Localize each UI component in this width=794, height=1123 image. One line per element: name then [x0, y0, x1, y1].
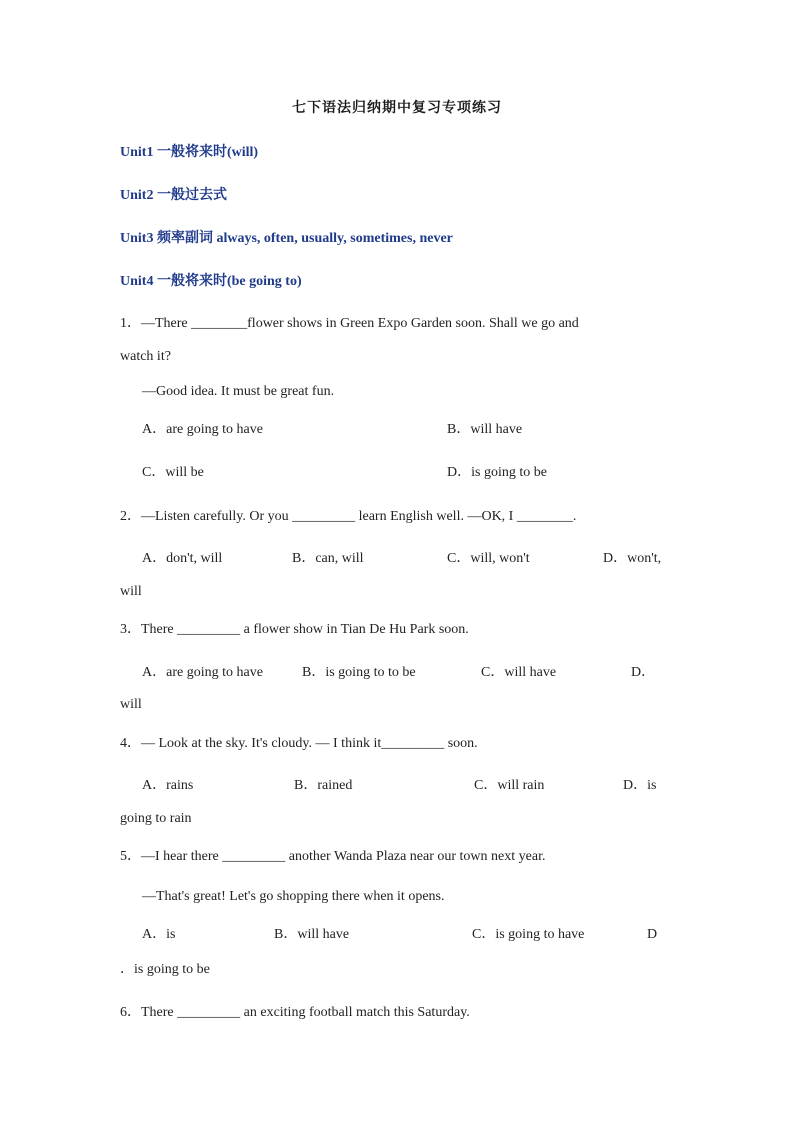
question-3-option-c: C．will have: [481, 665, 557, 680]
question-3-option-b: B．is going to to be: [302, 665, 416, 680]
unit-1-heading: Unit1 一般将来时(will): [120, 145, 259, 160]
question-2-option-a: A．don't, will: [142, 551, 223, 566]
question-2-option-b: B．can, will: [292, 551, 364, 566]
unit-4-heading: Unit4 一般将来时(be going to): [120, 274, 302, 289]
question-6-stem: 6．There _________ an exciting football match this Saturday.: [120, 1005, 470, 1020]
question-5-stem: 5．—I hear there _________ another Wanda Plaza near our town next year.: [120, 849, 546, 864]
question-5-reply: —That's great! Let's go shopping there when it opens.: [142, 889, 445, 904]
question-3-option-d: D．: [631, 665, 656, 680]
unit-2-heading: Unit2 一般过去式: [120, 188, 227, 203]
question-4-option-d: D．is: [623, 778, 657, 793]
question-4-option-d-wrap: going to rain: [120, 811, 192, 826]
question-3-option-a: A．are going to have: [142, 665, 263, 680]
unit-3-heading: Unit3 频率副词 always, often, usually, sometimes, never: [120, 231, 453, 246]
question-1-stem: 1．—There ________flower shows in Green Expo Garden soon. Shall we go and: [120, 316, 579, 331]
question-2-option-c: C．will, won't: [447, 551, 530, 566]
question-1-option-c: C．will be: [142, 465, 204, 480]
question-2-option-d: D．won't,: [603, 551, 662, 566]
question-5-option-c: C．is going to have: [472, 927, 585, 942]
question-1-option-b: B．will have: [447, 422, 523, 437]
question-5-option-b: B．will have: [274, 927, 350, 942]
question-3-stem: 3．There _________ a flower show in Tian De Hu Park soon.: [120, 622, 469, 637]
question-5-option-d: D: [647, 927, 658, 942]
question-4-option-a: A．rains: [142, 778, 194, 793]
question-1-option-d: D．is going to be: [447, 465, 547, 480]
page-title: 七下语法归纳期中复习专项练习: [292, 101, 502, 116]
question-4-option-c: C．will rain: [474, 778, 545, 793]
question-4-stem: 4．— Look at the sky. It's cloudy. — I think it_________ soon.: [120, 736, 478, 751]
question-1-stem-cont: watch it?: [120, 349, 171, 364]
question-3-option-d-wrap: will: [120, 697, 142, 712]
question-5-option-d-wrap: ．is going to be: [120, 962, 210, 977]
question-4-option-b: B．rained: [294, 778, 353, 793]
question-5-option-a: A．is: [142, 927, 176, 942]
question-2-stem: 2．—Listen carefully. Or you _________ learn English well. —OK, I ________.: [120, 509, 577, 524]
question-1-reply: —Good idea. It must be great fun.: [142, 384, 335, 399]
question-1-option-a: A．are going to have: [142, 422, 263, 437]
question-2-option-d-wrap: will: [120, 584, 142, 599]
